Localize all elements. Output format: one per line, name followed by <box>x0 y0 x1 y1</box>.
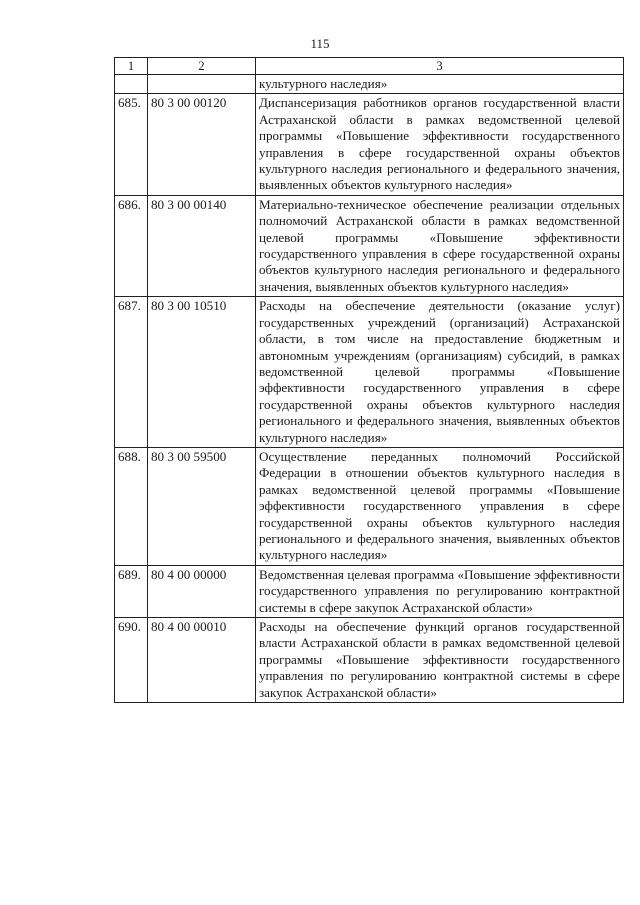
continuation-row <box>115 75 624 94</box>
row-description: Осуществление переданных полномочий Российской Федерации в отношении объектов культурного наследия в рамках ведомственной целевой программы «Повышение эффективности государственного управления в сфере государственной охраны объектов культурного наследия регионального и федерального значения, выявленных объектов культурного наследия» <box>256 447 624 565</box>
budget-classification-table <box>114 57 624 703</box>
header-col-3: 3 <box>256 58 624 75</box>
table-row <box>115 94 624 195</box>
row-number: 687. <box>115 297 148 448</box>
row-code: 80 3 00 10510 <box>148 297 256 448</box>
row-number: 685. <box>115 94 148 195</box>
row-number: 690. <box>115 618 148 703</box>
row-description: Диспансеризация работников органов государственной власти Астраханской области в рамках ведомственной целевой программы «Повышение эффективности государственного управления в сфере государственной охраны объектов культурного наследия регионального и федерального значения, выявленных объектов культурного наследия» <box>256 94 624 195</box>
page-number: 115 <box>310 36 330 51</box>
row-description: Расходы на обеспечение функций органов государственной власти Астраханской области в рамках ведомственной целевой программы «Повышение эффективности государственного управления по регулированию контрактной системы в сфере закупок Астраханской области» <box>256 618 624 703</box>
table-row <box>115 297 624 448</box>
header-col-2: 2 <box>148 58 256 75</box>
empty-cell <box>148 75 256 94</box>
row-code: 80 4 00 00000 <box>148 565 256 617</box>
row-code: 80 4 00 00010 <box>148 618 256 703</box>
row-code: 80 3 00 59500 <box>148 447 256 565</box>
row-description: Ведомственная целевая программа «Повышение эффективности государственного управления по регулированию контрактной системы в сфере закупок Астраханской области» <box>256 565 624 617</box>
table-row <box>115 618 624 703</box>
header-row <box>115 58 624 75</box>
table-row <box>115 565 624 617</box>
row-code: 80 3 00 00120 <box>148 94 256 195</box>
row-number: 688. <box>115 447 148 565</box>
empty-cell <box>115 75 148 94</box>
row-number: 686. <box>115 195 148 296</box>
table-row <box>115 195 624 296</box>
header-col-1: 1 <box>115 58 148 75</box>
row-description: Расходы на обеспечение деятельности (оказание услуг) государственных учреждений (организаций) Астраханской области, в том числе на предоставление бюджетным и автономным учреждениям (организациям) субсидий, в рамках ведомственной целевой программы «Повышение эффективности государственного управления в сфере государственной охраны объектов культурного наследия регионального и федерального значения, выявленных объектов культурного наследия» <box>256 297 624 448</box>
table-row <box>115 447 624 565</box>
row-code: 80 3 00 00140 <box>148 195 256 296</box>
continuation-text: культурного наследия» <box>256 75 624 94</box>
row-number: 689. <box>115 565 148 617</box>
row-description: Материально-техническое обеспечение реализации отдельных полномочий Астраханской области в рамках ведомственной целевой программы «Повышение эффективности государственного управления в сфере государственной охраны объектов культурного наследия регионального и федерального значения, выявленных объектов культурного наследия» <box>256 195 624 296</box>
